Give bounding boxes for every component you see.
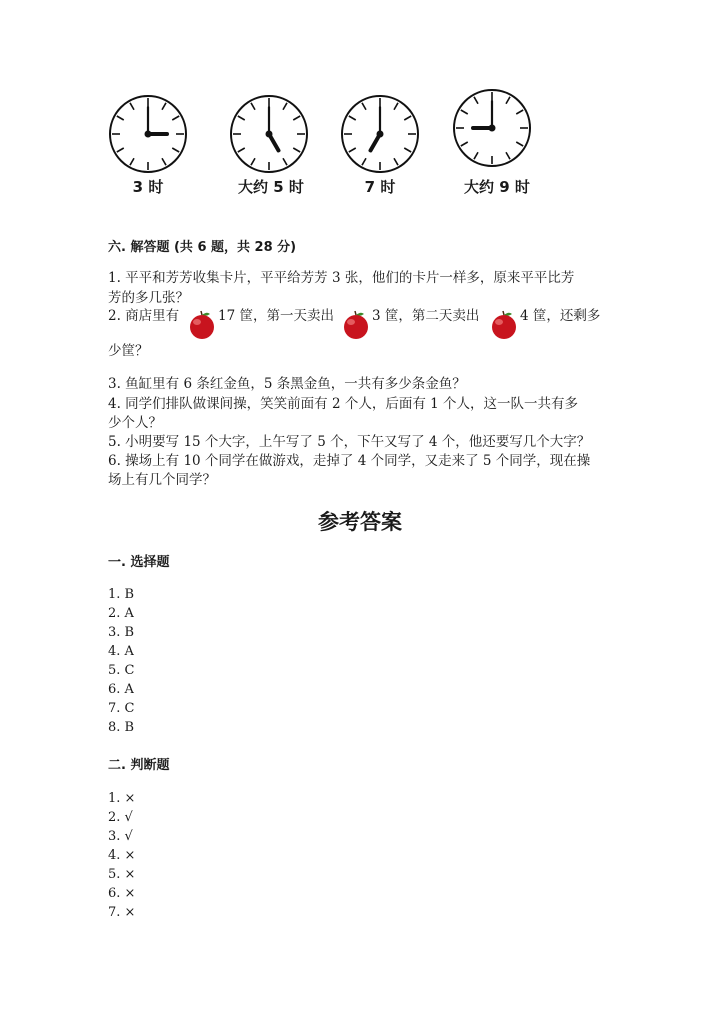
- choice-answer: 3. B: [108, 625, 135, 640]
- question-2-part-1: 2. 商店里有: [108, 308, 180, 324]
- question-1-line-2: 芳的多几张？: [108, 290, 189, 306]
- choice-answer: 8. B: [108, 720, 135, 735]
- question-3: 3. 鱼缸里有 6 条红金鱼，5 条黑金鱼，一共有多少条金鱼？: [108, 376, 466, 392]
- choice-answer: 5. C: [108, 663, 135, 678]
- question-6-line-1: 6. 操场上有 10 个同学在做游戏，走掉了 4 个同学，又走来了 5 个同学，现在操: [108, 453, 591, 469]
- judge-answer: 4. ×: [108, 848, 136, 863]
- answer-key-title: 参考答案: [318, 510, 402, 534]
- question-5: 5. 小明要写 15 个大字，上午写了 5 个，下午又写了 4 个，他还要写几个大字？: [108, 434, 591, 450]
- clock-1-label: 3 时: [132, 178, 164, 196]
- clock-4-label: 大约 9 时: [464, 178, 530, 196]
- clock-3-label: 7 时: [364, 178, 396, 196]
- judge-answer: 5. ×: [108, 867, 136, 882]
- choice-answer: 4. A: [108, 644, 134, 659]
- clock-2: [227, 92, 311, 176]
- clock-4: [450, 86, 534, 170]
- question-2-part-4: 4 筐，还剩多: [520, 308, 601, 324]
- question-1-line-1: 1. 平平和芳芳收集卡片，平平给芳芳 3 张，他们的卡片一样多，原来平平比芳: [108, 270, 575, 286]
- judge-section-heading: 二. 判断题: [108, 758, 170, 773]
- clock-center: [377, 131, 384, 138]
- choice-answer: 7. C: [108, 701, 135, 716]
- judge-answer: 3. √: [108, 829, 133, 844]
- question-2-line-2: 少筐？: [108, 343, 149, 359]
- question-2-part-3: 3 筐，第二天卖出: [372, 308, 480, 324]
- clock-2-label: 大约 5 时: [238, 178, 304, 196]
- question-4-line-2: 少个人？: [108, 415, 162, 431]
- clock-center: [266, 131, 273, 138]
- section-6-heading: 六. 解答题 (共 6 题，共 28 分): [108, 240, 297, 255]
- clock-center: [489, 125, 496, 132]
- choice-answer: 1. B: [108, 587, 135, 602]
- clock-1: [106, 92, 190, 176]
- question-6-line-2: 场上有几个同学？: [108, 472, 216, 488]
- apple-icon: [342, 310, 370, 340]
- clock-center: [145, 131, 152, 138]
- apple-icon: [490, 310, 518, 340]
- judge-answer: 7. ×: [108, 905, 136, 920]
- choice-answer: 2. A: [108, 606, 134, 621]
- judge-answer: 6. ×: [108, 886, 136, 901]
- choice-section-heading: 一. 选择题: [108, 555, 170, 570]
- choice-answer: 6. A: [108, 682, 134, 697]
- clock-3: [338, 92, 422, 176]
- judge-answer: 1. ×: [108, 791, 136, 806]
- question-4-line-1: 4. 同学们排队做课间操，笑笑前面有 2 个人，后面有 1 个人，这一队一共有多: [108, 396, 579, 412]
- judge-answer: 2. √: [108, 810, 133, 825]
- question-2-part-2: 17 筐，第一天卖出: [218, 308, 334, 324]
- apple-icon: [188, 310, 216, 340]
